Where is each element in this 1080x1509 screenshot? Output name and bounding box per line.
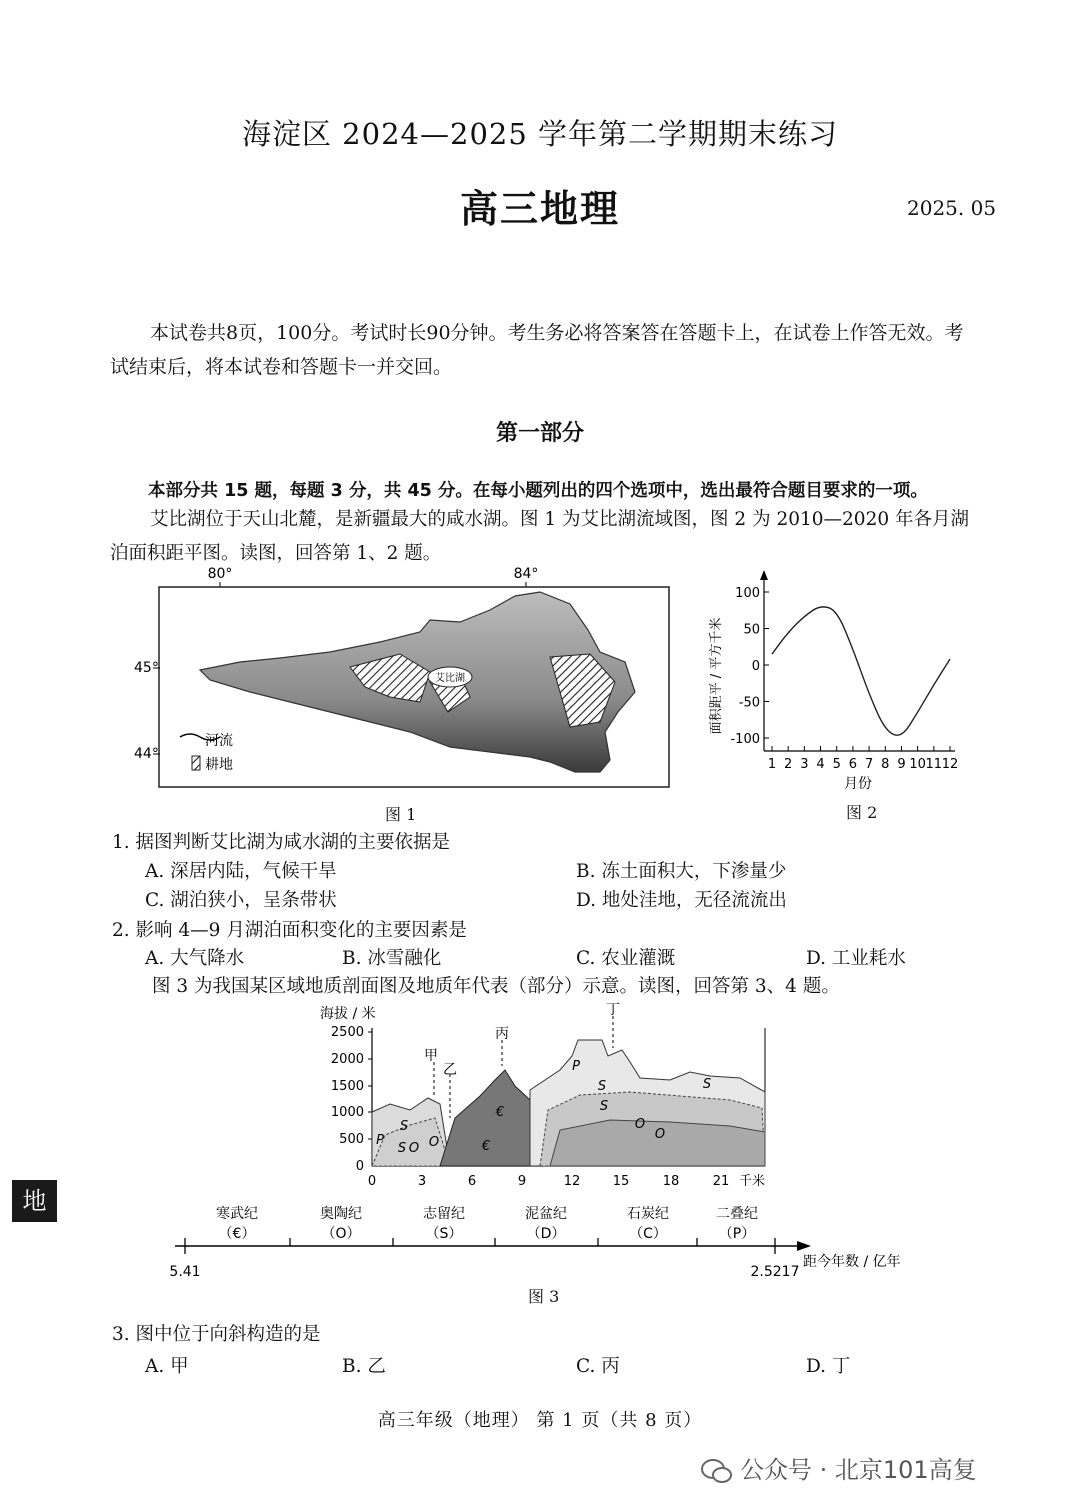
q1-option-c[interactable]: C. 湖泊狭小，呈条带状 — [145, 890, 337, 911]
q1-option-a[interactable]: A. 深居内陆，气候干旱 — [145, 861, 337, 882]
sec-xtick-0: 0 — [367, 1174, 377, 1189]
section-ylabel: 海拔 / 米 — [320, 1006, 376, 1022]
x-tick-label: 4 — [816, 757, 825, 772]
stratum-s-right-1: S — [597, 1079, 607, 1094]
figure2-caption: 图 2 — [846, 803, 878, 822]
stratum-s-right-3: S — [702, 1077, 712, 1092]
watermark-text: 公众号 · 北京101高复 — [740, 1456, 977, 1484]
lon-label-80: 80° — [207, 566, 233, 582]
period-cambrian-code: （€） — [218, 1226, 256, 1242]
subject-side-tab: 地 — [12, 1180, 57, 1222]
y-axis-arrow — [760, 570, 768, 580]
stratum-s-left: S — [399, 1119, 409, 1134]
point-jia: 甲 — [424, 1048, 438, 1064]
wechat-icon — [700, 1457, 734, 1485]
period-permian-code: （P） — [718, 1226, 756, 1242]
sec-xtick-6: 6 — [467, 1174, 477, 1189]
figure3-caption: 图 3 — [528, 1287, 560, 1306]
sec-ytick-1500: 1500 — [330, 1079, 364, 1094]
stratum-cambrian-2: € — [481, 1139, 491, 1154]
x-tick-label: 7 — [864, 757, 874, 772]
y-tick-label: 100 — [735, 586, 760, 601]
x-tick-label: 11 — [925, 757, 943, 772]
x-tick-label: 2 — [784, 757, 793, 772]
q2-stem: 2. 影响 4—9 月湖泊面积变化的主要因素是 — [112, 920, 467, 941]
figure3-section — [310, 1000, 790, 1190]
stratum-o-right-2: O — [654, 1127, 666, 1142]
sec-ytick-500: 500 — [339, 1132, 364, 1147]
sec-ytick-0: 0 — [355, 1159, 364, 1174]
geologic-timeline — [165, 1198, 925, 1288]
q3-option-c[interactable]: C. 丙 — [576, 1356, 620, 1377]
x-tick-label: 8 — [881, 757, 890, 772]
figure1-map — [130, 562, 690, 832]
q2-option-c[interactable]: C. 农业灌溉 — [576, 948, 676, 969]
x-tick-label: 1 — [767, 757, 777, 772]
point-yi: 乙 — [443, 1062, 457, 1078]
q2-option-a[interactable]: A. 大气降水 — [145, 948, 245, 969]
x-tick-label: 10 — [909, 757, 926, 772]
question-stem-1-2: 艾比湖位于天山北麓，是新疆最大的咸水湖。图 1 为艾比湖流域图，图 2 为 2010—2020 年各月湖泊面积距平图。读图，回答第 1、2 题。 — [110, 509, 969, 564]
farmland-legend-icon — [192, 756, 200, 770]
sec-xtick-12: 12 — [563, 1174, 581, 1189]
stratum-cambrian-1: € — [495, 1105, 505, 1120]
part-heading: 第一部分 — [495, 420, 584, 446]
x-tick-label: 9 — [897, 757, 906, 772]
timeline-unit: 距今年数 / 亿年 — [803, 1254, 901, 1270]
page-footer: 高三年级（地理） 第 1 页（共 8 页） — [377, 1410, 703, 1431]
subject-title: 高三地理 — [459, 186, 620, 231]
sec-x-unit: 千米 — [738, 1174, 766, 1189]
stratum-o-right-1: O — [634, 1117, 646, 1132]
sec-ytick-2500: 2500 — [330, 1025, 364, 1040]
sec-xtick-18: 18 — [662, 1174, 680, 1189]
period-ordovician: 奥陶纪 — [320, 1206, 362, 1222]
y-tick-label: 50 — [743, 622, 760, 638]
y-tick-label: -100 — [730, 732, 760, 747]
q3-option-b[interactable]: B. 乙 — [342, 1356, 386, 1377]
legend-farmland: 耕地 — [205, 757, 233, 773]
q3-option-d[interactable]: D. 丁 — [806, 1356, 851, 1377]
lon-label-84: 84° — [513, 566, 539, 582]
timeline-start: 5.41 — [169, 1264, 201, 1280]
chart-ylabel: 面积距平 / 平方千米 — [709, 617, 724, 735]
x-tick-label: 5 — [832, 757, 841, 772]
q2-option-b[interactable]: B. 冰雪融化 — [342, 948, 442, 969]
period-cambrian: 寒武纪 — [216, 1206, 258, 1222]
period-permian: 二叠纪 — [716, 1206, 758, 1222]
x-tick-label: 3 — [800, 757, 809, 772]
lat-label-44: 44° — [134, 746, 159, 762]
y-tick-label: -50 — [738, 695, 760, 711]
question-stem-3-4: 图 3 为我国某区域地质剖面图及地质年代表（部分）示意。读图，回答第 3、4 题。 — [152, 976, 840, 997]
sec-xtick-15: 15 — [612, 1174, 630, 1189]
timeline-end: 2.5217 — [750, 1264, 800, 1280]
period-silurian-code: （S） — [425, 1226, 463, 1242]
exam-date: 2025. 05 — [907, 196, 997, 220]
sec-ytick-1000: 1000 — [330, 1105, 364, 1120]
q2-option-d[interactable]: D. 工业耗水 — [806, 948, 906, 969]
stratum-p-right: P — [572, 1059, 580, 1074]
period-ordovician-code: （O） — [321, 1226, 361, 1242]
chart-xlabel: 月份 — [844, 776, 872, 792]
sec-xtick-21: 21 — [712, 1174, 730, 1189]
period-silurian: 志留纪 — [423, 1206, 465, 1222]
lake-label: 艾比湖 — [435, 673, 465, 684]
watermark — [700, 1450, 1060, 1486]
y-tick-label: 0 — [751, 659, 760, 674]
stratum-p-left: P — [376, 1133, 384, 1148]
stratum-o-left: O — [408, 1141, 420, 1156]
sec-xtick-3: 3 — [417, 1174, 427, 1189]
series-line — [772, 607, 950, 735]
lat-label-45: 45° — [134, 660, 159, 676]
q1-option-b[interactable]: B. 冻土面积大，下渗量少 — [576, 861, 787, 882]
point-bing: 丙 — [495, 1026, 509, 1042]
timeline-arrow — [797, 1241, 811, 1251]
stratum-s-left-2: S — [397, 1141, 407, 1156]
point-ding: 丁 — [606, 1002, 620, 1018]
q1-option-d[interactable]: D. 地处洼地，无径流流出 — [576, 890, 787, 911]
period-devonian-code: （D） — [526, 1226, 566, 1242]
q3-stem: 3. 图中位于向斜构造的是 — [112, 1324, 321, 1345]
stratum-o-left-2: O — [428, 1135, 440, 1150]
exam-title: 海淀区 2024—2025 学年第二学期期末练习 — [241, 117, 839, 151]
period-devonian: 泥盆纪 — [525, 1206, 567, 1222]
part-instruction: 本部分共 15 题，每题 3 分，共 45 分。在每小题列出的四个选项中，选出最符合题目要求的一项。 — [148, 481, 928, 501]
x-tick-label: 6 — [848, 757, 858, 772]
q1-stem: 1. 据图判断艾比湖为咸水湖的主要依据是 — [112, 832, 451, 853]
x-tick-label: 12 — [941, 757, 959, 772]
q3-option-a[interactable]: A. 甲 — [145, 1356, 189, 1377]
period-carboniferous: 石炭纪 — [627, 1206, 669, 1222]
period-carboniferous-code: （C） — [629, 1226, 667, 1242]
stratum-s-right-2: S — [599, 1099, 609, 1114]
figure1-caption: 图 1 — [385, 805, 417, 824]
exam-instructions: 本试卷共8页，100分。考试时长90分钟。考生务必将答案答在答题卡上，在试卷上作答无效。考试结束后，将本试卷和答题卡一并交回。 — [110, 322, 964, 378]
sec-xtick-9: 9 — [517, 1174, 527, 1189]
legend-river: 河流 — [205, 733, 233, 749]
sec-ytick-2000: 2000 — [330, 1052, 364, 1067]
figure2-chart — [700, 566, 970, 796]
